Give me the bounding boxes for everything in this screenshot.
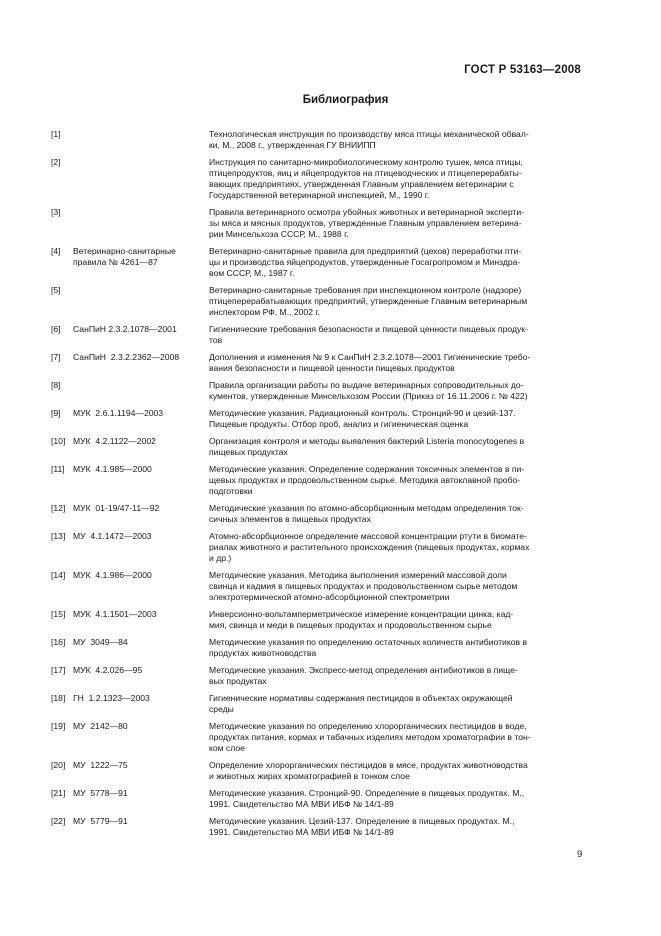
entry-code: МУК 4.2.1122—2002 — [73, 436, 156, 446]
entry-number: [21] — [51, 788, 66, 798]
entry-text: Правила ветеринарного осмотра убойных животных и ветеринарной эксперти- зы мяса и мясных продуктов, утвержденные Главным управлением ветерина- рии Минсельхоза СССР, М., 1988 г. — [209, 207, 525, 239]
entry-number: [6] — [51, 324, 61, 334]
bibliography-entry — [51, 352, 582, 374]
entry-code: МУ 3049—84 — [73, 637, 128, 647]
entry-code: МУК 4.1.985—2000 — [73, 464, 152, 474]
entry-number: [13] — [51, 531, 66, 541]
entry-code: МУ 5778—91 — [73, 788, 128, 798]
entry-text: Методические указания. Цезий-137. Определение в пищевых продуктах. М., 1991. Свидетельство МА МВИ ИБФ № 14/1-89 — [209, 816, 515, 837]
entry-text: Атомно-абсорбционное определение массовой концентрации ртути в биомате- риалах животного и растительного происхождения (пищевых продуктах, кормах и др.) — [209, 531, 530, 563]
entry-number: [10] — [51, 436, 66, 446]
entry-number: [11] — [51, 464, 65, 474]
entry-text: Методические указания. Определение содержания токсичных элементов в пи- щевых продуктах и продовольственном сырье. Методика автоклавной пробо- подготовки — [209, 464, 525, 496]
entry-number: [5] — [51, 285, 61, 295]
entry-text: Методические указания. Стронций-90. Определение в пищевых продуктах. М., 1991. Свидетельство МА МВИ ИБФ № 14/1-89 — [209, 788, 525, 809]
entry-number: [2] — [51, 157, 61, 167]
entry-number: [4] — [51, 246, 61, 256]
bibliography-entry — [51, 609, 582, 631]
entry-number: [17] — [51, 665, 66, 675]
entry-code: ГН 1.2.1323—2003 — [73, 693, 150, 703]
bibliography-entry — [51, 788, 582, 810]
entry-number: [22] — [51, 816, 66, 826]
entry-text: Правила организации работы по выдаче ветеринарных сопроводительных до- кументов, утвержденные Минсельхозом России (Приказ от 16.11.2006 г. № 422) — [209, 380, 528, 401]
entry-number: [19] — [51, 721, 66, 731]
entry-code — [73, 380, 209, 402]
bibliography-entry — [51, 816, 582, 838]
bibliography-list — [51, 129, 582, 844]
bibliography-entry — [51, 157, 582, 201]
bibliography-entry — [51, 380, 582, 402]
entry-code — [73, 207, 209, 240]
entry-number: [15] — [51, 609, 66, 619]
entry-code: МУ 1222—75 — [73, 760, 128, 770]
entry-code: МУК 4.1.1501—2003 — [73, 609, 157, 619]
entry-text: Организация контроля и методы выявления бактерий Listeria monocytogenes в пищевых продуктах — [209, 436, 525, 457]
bibliography-entry — [51, 464, 582, 497]
entry-text: Дополнения и изменения № 9 к СанПиН 2.3.2.1078—2001 Гигиенические требо- вания безопасности и пищевой ценности пищевых продуктов — [209, 352, 531, 373]
entry-number: [1] — [51, 129, 61, 139]
entry-number: [8] — [51, 380, 61, 390]
bibliography-entry — [51, 760, 582, 782]
entry-code: МУК 01-19/47-11—92 — [73, 503, 160, 513]
bibliography-entry — [51, 129, 582, 151]
entry-code: МУК 4.2.026—95 — [73, 665, 143, 675]
entry-text: Методические указания. Экспресс-метод определения антибиотиков в пище- вых продуктах — [209, 665, 518, 686]
bibliography-entry — [51, 324, 582, 346]
bibliography-entry — [51, 570, 582, 603]
entry-text: Методические указания по атомно-абсорбционным методам определения ток- сичных элементов в пищевых продуктах — [209, 503, 524, 524]
bibliography-entry — [51, 285, 582, 318]
bibliography-entry — [51, 503, 582, 525]
bibliography-entry — [51, 408, 582, 430]
bibliography-entry — [51, 531, 582, 564]
entry-code: МУ 5779—91 — [73, 816, 128, 826]
entry-number: [3] — [51, 207, 61, 217]
entry-number: [9] — [51, 408, 61, 418]
entry-code — [73, 129, 209, 151]
entry-number: [20] — [51, 760, 66, 770]
entry-code: МУ 4.1.1472—2003 — [73, 531, 152, 541]
entry-text: Методические указания по определению хлорорганических пестицидов в воде, продуктах питания, кормах и табачных изделиях методом хроматографии в тон- ком слое — [209, 721, 531, 753]
page-number: 9 — [577, 849, 583, 860]
bibliography-entry — [51, 637, 582, 659]
entry-code: МУК 2.6.1.1194—2003 — [73, 408, 164, 418]
entry-code: МУ 2142—80 — [73, 721, 128, 731]
entry-text: Методические указания. Радиационный контроль. Стронций-90 и цезий-137. Пищевые продукты. Отбор проб, анализ и гигиеническая оценка — [209, 408, 516, 429]
entry-number: [14] — [51, 570, 66, 580]
entry-text: Методические указания. Методика выполнения измерений массовой доли свинца и кадмия в пищевых продуктах и продовольственном сырье методом электротермической атомно-абсорбционной спектрометрии — [209, 570, 518, 602]
entry-code: СанПиН 2.3.2.2362—2008 — [73, 352, 180, 362]
bibliography-entry — [51, 665, 582, 687]
entry-text: Гигиенические нормативы содержания пестицидов в объектах окружающей среды — [209, 693, 513, 714]
entry-text: Инструкция по санитарно-микробиологическому контролю тушек, мяса птицы, птицепродуктов, яиц и яйцепродуктов на птицеводческих и птицеперерабаты- вающих предприятиях, утвержденная Главным управлением ветеринарии с Государственной ветеринарной инспекцией, М., 1990 г. — [209, 157, 523, 200]
entry-text: Методические указания по определению остаточных количеств антибиотиков в продуктах животноводства — [209, 637, 528, 658]
entry-number: [12] — [51, 503, 66, 513]
entry-number: [7] — [51, 352, 61, 362]
entry-text: Ветеринарно-санитарные требования при инспекционном контроле (надзоре) птицеперерабатывающих предприятий, утвержденные Главным ветеринарным инспектором РФ, М., 2002 г. — [209, 285, 528, 317]
entry-code — [73, 285, 209, 318]
bibliography-entry — [51, 693, 582, 715]
page-title: Библиография — [302, 94, 389, 106]
entry-code: МУК 4.1.986—2000 — [73, 570, 152, 580]
bibliography-entry — [51, 207, 582, 240]
entry-text: Гигиенические требования безопасности и пищевой ценности пищевых продук- тов — [209, 324, 528, 345]
bibliography-entry — [51, 246, 582, 279]
bibliography-entry — [51, 436, 582, 458]
bibliography-entry — [51, 721, 582, 754]
entry-text: Инверсионно-вольтамперметрическое измерение концентрации цинка, кад- мия, свинца и меди в пищевых продуктах и продовольственном сырье — [209, 609, 514, 630]
entry-number: [18] — [51, 693, 66, 703]
document-header: ГОСТ Р 53163—2008 — [464, 64, 581, 76]
entry-code: СанПиН 2.3.2.1078—2001 — [73, 324, 177, 334]
entry-text: Определение хлорорганических пестицидов в мясе, продуктах животноводства и животных жирах хроматографией в тонком слое — [209, 760, 528, 781]
entry-number: [16] — [51, 637, 66, 647]
entry-code — [73, 157, 209, 201]
entry-text: Технологическая инструкция по производству мяса птицы механической обвал- ки, М., 2008 г., утвержденная ГУ ВНИИПП — [209, 129, 529, 150]
entry-text: Ветеринарно-санитарные правила для предприятий (цехов) переработки пти- цы и производства яйцепродуктов, утвержденные Госагропромом и Минздра- вом СССР, М., 1987 г. — [209, 246, 522, 278]
entry-code: Ветеринарно-санитарные правила № 4261—87 — [73, 246, 176, 267]
